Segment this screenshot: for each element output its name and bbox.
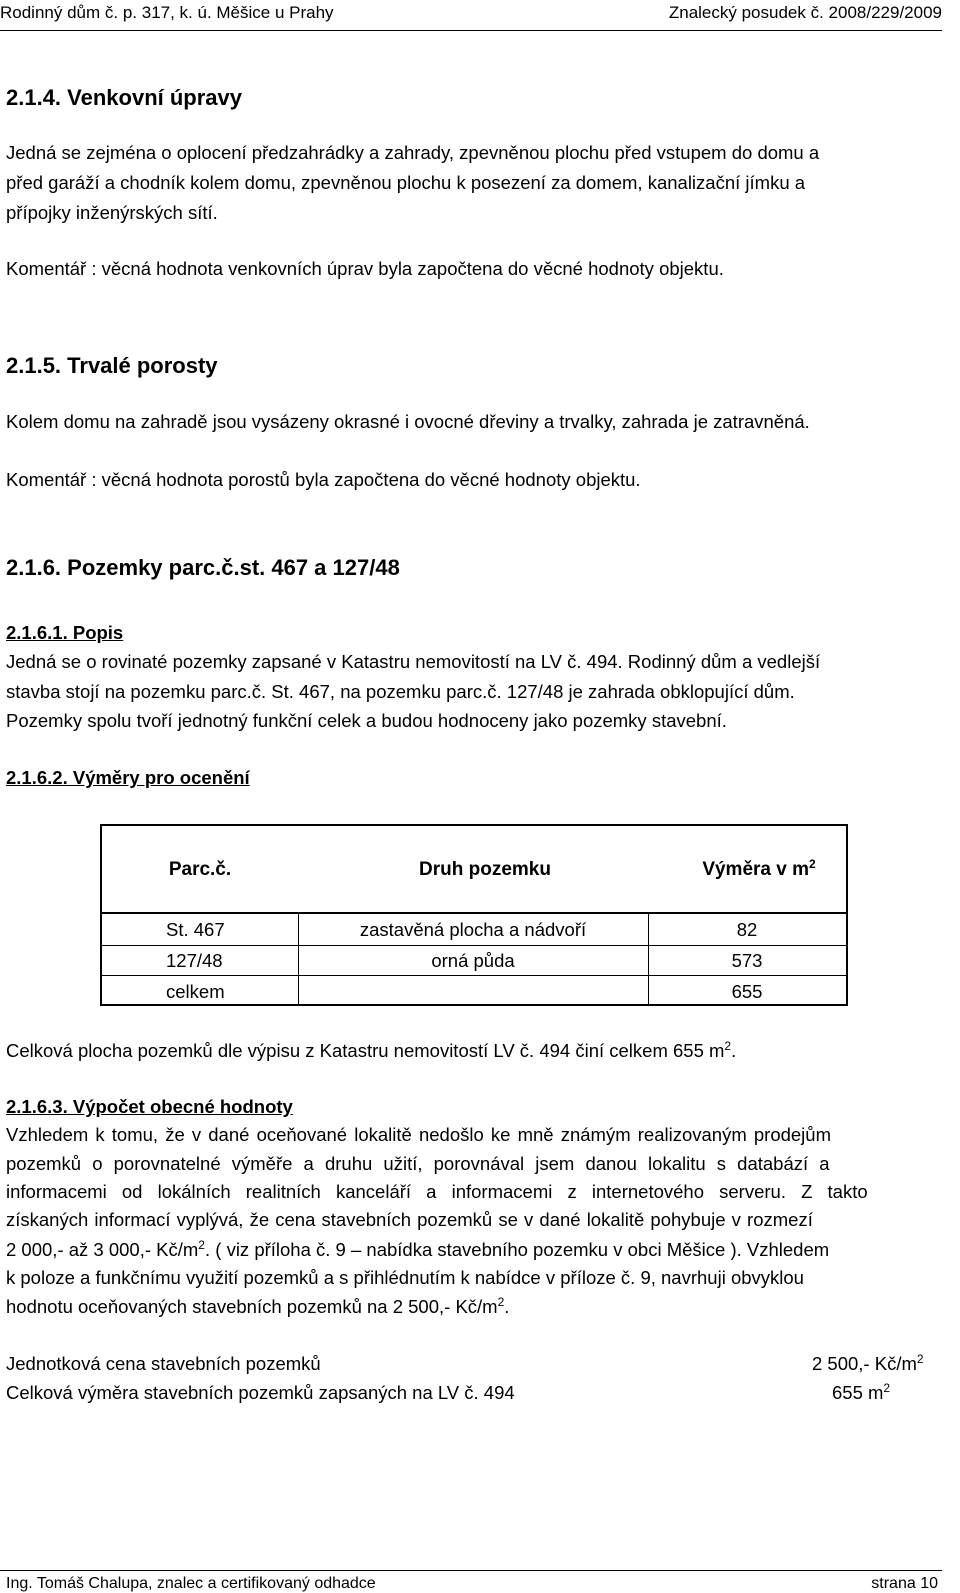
s215-comment: Komentář : věcná hodnota porostů byla započtena do věcné hodnoty objektu. [6,469,641,490]
s214-line2: před garáží a chodník kolem domu, zpevněnou plochu k posezení za domem, kanalizační jímku a [6,172,806,193]
footer-page-number: strana 10 [871,1575,938,1592]
page-header [0,0,942,31]
section-216-title: 2.1.6. Pozemky parc.č.st. 467 a 127/48 [6,555,400,580]
s215-text: Kolem domu na zahradě jsou vysázeny okrasné i ovocné dřeviny a trvalky, zahrada je zatravněná. [6,411,810,432]
header-right: Znalecký posudek č. 2008/229/2009 [668,3,942,22]
s2163-line2: pozemků o porovnatelné výměře a druhu užití, porovnával jsem danou lokalitu s databází a [6,1153,830,1174]
s2162-title: 2.1.6.2. Výměry pro ocenění [6,767,250,788]
table-cell [298,976,648,1007]
s214-line3: přípojky inženýrských sítí. [6,202,218,223]
table-cell: 127/48 [166,950,223,971]
s2163-line1: Vzhledem k tomu, že v dané oceňované lokalitě nedošlo ke mně známým realizovaným prodejům [6,1124,831,1145]
land-area-table [100,824,848,1006]
col-header-parcel: Parc.č. [168,859,232,880]
col-header-type: Druh pozemku [419,859,551,880]
s2161-line3: Pozemky spolu tvoří jednotný funkční celek a budou hodnoceny jako pozemky stavební. [6,710,727,731]
s2163-line6: k poloze a funkčnímu využití pozemků a s přihlédnutím k nabídce v příloze č. 9, navrhuji obvyklou [6,1267,804,1288]
footer-author: Ing. Tomáš Chalupa, znalec a certifikovaný odhadce [6,1575,376,1592]
s2163-title: 2.1.6.3. Výpočet obecné hodnoty [6,1096,293,1117]
total-area-text: Celková plocha pozemků dle výpisu z Katastru nemovitostí LV č. 494 činí celkem 655 $m^2$. [6,1039,737,1061]
s2163-line5: 2 000,- až 3 000,- $Kč/m^2$. ( viz příloha č. 9 – nabídka stavebního pozemku v obci Měšice ). Vzhledem [6,1238,830,1260]
table-cell: 82 [736,919,758,940]
s2161-line2: stavba stojí na pozemku parc.č. St. 467, na pozemku parc.č. 127/48 je zahrada obklopující dům. [6,681,795,702]
table-cell: orná půda [431,950,515,971]
s2163-line3: informacemi od lokálních realitních kanceláří a informacemi z internetového serveru. Z takto [6,1181,868,1202]
table-cell: zastavěná plocha a nádvoří [359,919,587,940]
s2161-title: 2.1.6.1. Popis [6,622,124,643]
s2163-line7: hodnotu oceňovaných stavebních pozemků na 2 500,- $Kč/m^2$. [6,1295,510,1317]
s214-comment: Komentář : věcná hodnota venkovních úprav byla započtena do věcné hodnoty objektu. [6,258,724,279]
s2161-line1: Jedná se o rovinaté pozemky zapsané v Katastru nemovitostí na LV č. 494. Rodinný dům a vedlejší [6,651,821,672]
table-cell: celkem [166,981,225,1002]
col-header-area: Výměra v $m^2$ [702,857,816,880]
header-left: Rodinný dům č. p. 317, k. ú. Měšice u Prahy [0,3,334,22]
page-footer [0,1570,942,1592]
total-area-label: Celková výměra stavebních pozemků zapsaných na LV č. 494 [6,1382,515,1403]
table-cell: 573 [731,950,763,971]
total-area-value: 655 $m^2$ [832,1381,891,1403]
table-cell: 655 [731,981,763,1002]
s214-line1: Jedná se zejména o oplocení předzahrádky a zahrady, zpevněnou plochu před vstupem do domu a [6,142,820,163]
s2163-line4: získaných informací vyplývá, že cena stavebních pozemků se v dané lokalitě pohybuje v rozmezí [6,1209,813,1230]
unit-price-label: Jednotková cena stavebních pozemků [6,1353,321,1374]
section-215-title: 2.1.5. Trvalé porosty [6,353,218,378]
section-214-title: 2.1.4. Venkovní úpravy [6,85,243,110]
unit-price-value: 2 500,- $Kč/m^2$ [812,1352,924,1374]
table-cell: St. 467 [166,919,225,940]
